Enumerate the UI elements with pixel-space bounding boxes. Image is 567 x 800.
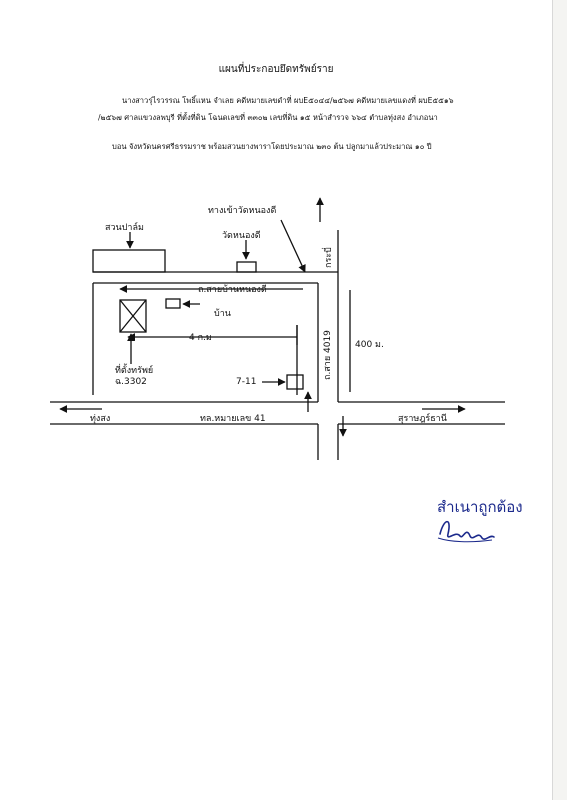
surat-thani-label: สุราษฎร์ธานี	[398, 414, 447, 424]
distance-4km-label: 4 ก.ม	[189, 333, 212, 343]
document-title: แผนที่ประกอบยึดทรัพย์ราย	[218, 64, 334, 75]
paragraph-line-1: นางสาวรุ่ไรวรรณ โพธิ์แหน จำเลย คดีหมายเลขดำที่ ผบE๕๐๔๔/๒๕๖๗ คดีหมายเลขแดงที่ ผบE๕๕๑๖	[122, 96, 454, 105]
distance-400m-label: 400 ม.	[355, 340, 384, 350]
property-label: ที่ตั้งทรัพย์	[115, 366, 154, 376]
deed-label: ฉ.3302	[115, 377, 147, 387]
temple-box	[237, 262, 256, 272]
palm-garden-label: สวนปาล์ม	[105, 223, 144, 233]
krabi-label: กระบี่	[324, 247, 334, 268]
thung-song-label: ทุ่งสง	[90, 414, 111, 424]
seven-eleven-box	[287, 375, 303, 389]
temple-label: วัดหนองดี	[222, 231, 261, 241]
house-label: บ้าน	[214, 309, 231, 319]
house-box	[166, 299, 180, 308]
temple-entrance-label: ทางเข้าวัดหนองดี	[208, 206, 277, 216]
paragraph-line-2: /๒๕๖๗ ศาลแขวงลพบุรี ที่ตั้งที่ดิน โฉนดเลขที่ ๓๓๐๒ เลขที่ดิน ๑๕ หน้าสำรวจ ๖๖๔ ตำบลทุ่งสง อำเภอนา	[98, 113, 438, 122]
village-road-label: ถ.สายบ้านหนองดี	[198, 285, 267, 295]
certification-stamp: สำเนาถูกต้อง	[437, 498, 523, 516]
road-4019-label: ถ.สาย 4019	[323, 330, 333, 380]
signature-mark	[430, 512, 500, 547]
highway-41-label: ทล.หมายเลข 41	[200, 414, 266, 424]
seven-eleven-label: 7-11	[236, 377, 257, 387]
palm-garden-box	[93, 250, 165, 272]
paragraph-line-3: บอน จังหวัดนครศรีธรรมราช พร้อมสวนยางพาราโดยประมาณ ๒๓๐ ต้น ปลูกมาแล้วประมาณ ๑๐ ปี	[112, 142, 432, 151]
